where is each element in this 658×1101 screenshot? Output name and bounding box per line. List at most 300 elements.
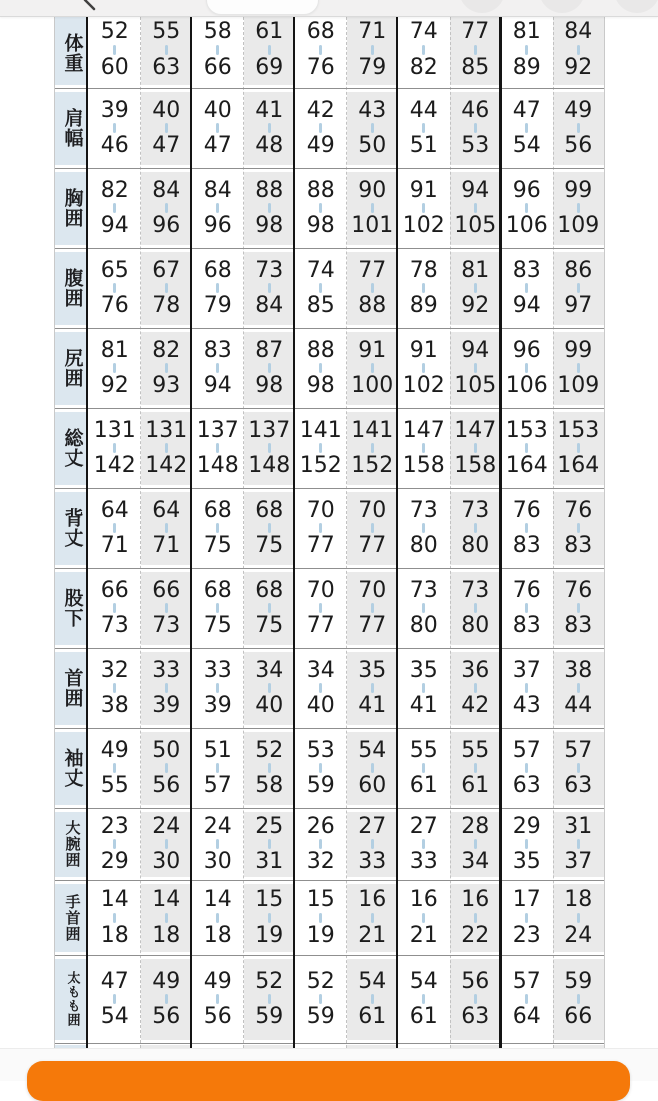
range-max: 98: [255, 373, 284, 398]
range-separator-icon: [165, 913, 168, 923]
range-max: 64: [512, 1004, 541, 1029]
range-max: 96: [152, 213, 181, 238]
range-value: [564, 888, 592, 946]
range-value: [513, 815, 541, 873]
range-value: [101, 20, 129, 78]
range-max: 71: [152, 533, 181, 558]
range-cell: [450, 568, 502, 648]
range-min: 44: [409, 97, 438, 123]
range-max: 76: [306, 54, 335, 80]
range-min: 27: [409, 813, 438, 839]
range-cell: [89, 648, 141, 728]
range-value: [307, 888, 335, 946]
range-value: [152, 99, 180, 157]
range-cell: [244, 17, 296, 88]
range-max: 89: [512, 54, 541, 80]
range-max: 56: [152, 773, 181, 798]
range-min: 96: [512, 177, 541, 203]
column-dashed-divider: [450, 17, 451, 1048]
range-value: [307, 739, 335, 797]
range-cell: [501, 88, 553, 168]
range-separator-icon: [371, 839, 374, 849]
range-min: 81: [100, 337, 129, 363]
row-header-cell: [55, 168, 89, 248]
range-value: [307, 499, 335, 557]
range-separator-icon: [525, 363, 528, 373]
range-value: [461, 659, 489, 717]
range-separator-icon: [525, 839, 528, 849]
range-separator-icon: [268, 203, 271, 213]
row-label: 手首囲: [63, 893, 82, 942]
range-value: [204, 99, 232, 157]
column-divider: [190, 17, 193, 1048]
range-separator-icon: [113, 123, 116, 133]
range-min: 88: [255, 177, 284, 203]
range-cell: [295, 328, 347, 408]
range-min: 73: [255, 257, 284, 283]
range-min: 33: [152, 657, 181, 683]
row-label: 胸囲: [61, 188, 84, 228]
range-value: [564, 20, 592, 78]
range-min: 73: [409, 577, 438, 603]
range-cell: [450, 880, 502, 955]
range-min: 61: [255, 19, 284, 45]
range-max: 92: [100, 373, 129, 398]
range-cell: [244, 648, 296, 728]
range-value: [358, 99, 386, 157]
range-cell: [141, 568, 193, 648]
row-divider: [55, 728, 604, 729]
range-min: 91: [409, 177, 438, 203]
size-table-body: [55, 17, 604, 1048]
range-max: 23: [512, 922, 541, 948]
range-max: 77: [358, 533, 387, 558]
range-value: [152, 888, 180, 946]
range-min: 87: [255, 337, 284, 363]
range-min: 37: [512, 657, 541, 683]
row-divider: [55, 808, 604, 809]
range-max: 60: [100, 54, 129, 80]
range-value: [101, 659, 129, 717]
range-cell: [347, 248, 399, 328]
range-separator-icon: [371, 913, 374, 923]
range-min: 50: [152, 737, 181, 763]
range-max: 106: [505, 373, 548, 398]
range-separator-icon: [577, 523, 580, 533]
range-min: 40: [152, 97, 181, 123]
range-separator-icon: [216, 523, 219, 533]
range-min: 68: [203, 257, 232, 283]
range-value: [461, 579, 489, 637]
range-cell: [398, 88, 450, 168]
range-min: 91: [358, 337, 387, 363]
range-value: [403, 179, 445, 237]
row-divider: [55, 955, 604, 956]
range-value: [307, 20, 335, 78]
range-min: 14: [152, 887, 181, 913]
range-min: 68: [255, 577, 284, 603]
range-separator-icon: [268, 913, 271, 923]
row-header-cell: [55, 955, 89, 1043]
range-min: 78: [409, 257, 438, 283]
range-min: 73: [409, 497, 438, 523]
range-cell: [192, 880, 244, 955]
range-cell: [192, 955, 244, 1043]
range-max: 61: [409, 773, 438, 798]
search-button[interactable]: [459, 0, 505, 13]
range-value: [358, 815, 386, 873]
range-separator-icon: [371, 994, 374, 1004]
range-min: 55: [461, 737, 490, 763]
range-max: 79: [203, 293, 232, 318]
tab-pill[interactable]: [206, 0, 319, 15]
range-separator-icon: [165, 123, 168, 133]
range-max: 43: [512, 693, 541, 718]
range-max: 102: [402, 373, 445, 398]
range-value: [564, 259, 592, 317]
range-cell: [192, 248, 244, 328]
range-separator-icon: [474, 839, 477, 849]
range-value: [513, 888, 541, 946]
range-max: 78: [152, 293, 181, 318]
range-value: [204, 888, 232, 946]
range-value: [513, 739, 541, 797]
range-separator-icon: [371, 603, 374, 613]
range-cell: [244, 488, 296, 568]
row-label: 太もも囲: [64, 971, 80, 1027]
range-max: 77: [358, 613, 387, 638]
range-cell: [553, 328, 605, 408]
range-value: [204, 20, 232, 78]
range-separator-icon: [577, 363, 580, 373]
range-cell: [89, 808, 141, 880]
range-max: 57: [203, 773, 232, 798]
range-separator-icon: [113, 913, 116, 923]
range-cell: [244, 955, 296, 1043]
range-value: [351, 419, 393, 477]
range-max: 77: [306, 533, 335, 558]
range-value: [461, 888, 489, 946]
range-separator-icon: [474, 203, 477, 213]
range-cell: [398, 880, 450, 955]
row-header-cell: [55, 408, 89, 488]
range-separator-icon: [113, 203, 116, 213]
range-value: [454, 179, 496, 237]
range-separator-icon: [268, 839, 271, 849]
range-min: 82: [152, 337, 181, 363]
range-cell: [192, 328, 244, 408]
range-max: 75: [255, 613, 284, 638]
range-value: [101, 99, 129, 157]
range-min: 83: [512, 257, 541, 283]
range-value: [410, 888, 438, 946]
range-separator-icon: [474, 443, 477, 453]
range-max: 61: [461, 773, 490, 798]
range-cell: [553, 168, 605, 248]
range-value: [152, 179, 180, 237]
range-value: [152, 659, 180, 717]
range-min: 16: [409, 887, 438, 913]
range-cell: [347, 568, 399, 648]
cta-button[interactable]: [27, 1061, 630, 1101]
range-value: [410, 499, 438, 557]
range-cell: [141, 168, 193, 248]
range-max: 56: [564, 133, 593, 158]
range-separator-icon: [577, 45, 580, 55]
row-divider: [55, 248, 604, 249]
range-cell: [89, 728, 141, 808]
range-max: 61: [409, 1004, 438, 1029]
row-label: 股下: [61, 588, 84, 628]
range-value: [94, 419, 136, 477]
range-value: [255, 970, 283, 1028]
range-separator-icon: [525, 603, 528, 613]
range-separator-icon: [422, 523, 425, 533]
range-separator-icon: [113, 763, 116, 773]
range-min: 57: [512, 968, 541, 994]
range-cell: [398, 168, 450, 248]
range-value: [255, 20, 283, 78]
range-max: 105: [454, 213, 497, 238]
range-value: [358, 970, 386, 1028]
range-separator-icon: [525, 203, 528, 213]
column-divider: [293, 17, 296, 1048]
range-value: [461, 99, 489, 157]
range-separator-icon: [525, 443, 528, 453]
range-min: 131: [145, 417, 188, 443]
range-value: [564, 499, 592, 557]
range-value: [101, 179, 129, 237]
range-value: [101, 339, 129, 397]
range-min: 24: [152, 813, 181, 839]
range-value: [204, 339, 232, 397]
range-separator-icon: [165, 839, 168, 849]
range-value: [152, 579, 180, 637]
range-max: 73: [100, 613, 129, 638]
range-separator-icon: [319, 45, 322, 55]
table-row: [55, 955, 604, 1043]
range-separator-icon: [525, 283, 528, 293]
table-row: [55, 880, 604, 955]
range-max: 54: [100, 1004, 129, 1029]
range-min: 71: [358, 19, 387, 45]
more-button[interactable]: [539, 0, 585, 13]
range-cell: [398, 955, 450, 1043]
range-max: 98: [306, 373, 335, 398]
range-value: [152, 815, 180, 873]
range-min: 94: [461, 177, 490, 203]
range-cell: [347, 408, 399, 488]
range-min: 67: [152, 257, 181, 283]
range-cell: [295, 880, 347, 955]
range-max: 85: [306, 293, 335, 318]
range-separator-icon: [268, 683, 271, 693]
range-separator-icon: [577, 283, 580, 293]
range-separator-icon: [371, 45, 374, 55]
range-value: [461, 970, 489, 1028]
range-cell: [141, 488, 193, 568]
back-button[interactable]: [78, 0, 104, 13]
range-max: 41: [409, 693, 438, 718]
range-min: 68: [255, 497, 284, 523]
range-max: 56: [203, 1004, 232, 1029]
range-max: 96: [203, 213, 232, 238]
windows-button[interactable]: [614, 0, 658, 13]
range-value: [410, 99, 438, 157]
size-chart-table: [54, 17, 605, 1049]
range-min: 76: [512, 577, 541, 603]
range-value: [513, 970, 541, 1028]
range-value: [564, 815, 592, 873]
range-separator-icon: [113, 45, 116, 55]
range-value: [410, 659, 438, 717]
range-min: 82: [100, 177, 129, 203]
range-value: [145, 419, 187, 477]
range-cell: [450, 248, 502, 328]
range-min: 66: [100, 577, 129, 603]
range-max: 38: [100, 693, 129, 718]
range-value: [461, 20, 489, 78]
range-max: 63: [564, 773, 593, 798]
range-max: 66: [203, 54, 232, 80]
range-separator-icon: [577, 443, 580, 453]
range-max: 42: [461, 693, 490, 718]
range-value: [461, 739, 489, 797]
range-separator-icon: [577, 839, 580, 849]
range-min: 46: [461, 97, 490, 123]
range-value: [255, 339, 283, 397]
range-value: [358, 739, 386, 797]
range-min: 77: [358, 257, 387, 283]
range-cell: [398, 328, 450, 408]
range-value: [197, 419, 239, 477]
range-separator-icon: [268, 994, 271, 1004]
column-dashed-divider: [553, 17, 554, 1048]
range-min: 73: [461, 497, 490, 523]
range-min: 90: [358, 177, 387, 203]
range-min: 34: [306, 657, 335, 683]
range-cell: [295, 488, 347, 568]
range-max: 148: [196, 453, 239, 478]
range-separator-icon: [268, 283, 271, 293]
range-separator-icon: [525, 683, 528, 693]
range-cell: [89, 955, 141, 1043]
range-cell: [295, 88, 347, 168]
range-cell: [141, 88, 193, 168]
range-min: 55: [152, 19, 181, 45]
range-min: 40: [203, 97, 232, 123]
range-max: 80: [461, 613, 490, 638]
range-separator-icon: [525, 913, 528, 923]
range-max: 83: [564, 533, 593, 558]
range-separator-icon: [165, 683, 168, 693]
range-cell: [192, 728, 244, 808]
range-max: 75: [203, 533, 232, 558]
range-separator-icon: [216, 913, 219, 923]
range-cell: [398, 408, 450, 488]
range-max: 29: [100, 849, 129, 874]
range-min: 59: [564, 968, 593, 994]
range-cell: [553, 955, 605, 1043]
range-cell: [295, 408, 347, 488]
range-cell: [141, 808, 193, 880]
range-separator-icon: [577, 913, 580, 923]
column-dashed-divider: [140, 17, 141, 1048]
range-separator-icon: [577, 994, 580, 1004]
range-cell: [244, 728, 296, 808]
range-max: 60: [358, 773, 387, 798]
range-max: 22: [461, 922, 490, 948]
range-value: [307, 339, 335, 397]
range-separator-icon: [165, 603, 168, 613]
range-value: [564, 739, 592, 797]
range-max: 106: [505, 213, 548, 238]
range-value: [358, 888, 386, 946]
range-cell: [347, 808, 399, 880]
range-cell: [553, 728, 605, 808]
range-min: 94: [461, 337, 490, 363]
range-cell: [244, 880, 296, 955]
range-separator-icon: [165, 763, 168, 773]
range-cell: [450, 728, 502, 808]
range-separator-icon: [165, 523, 168, 533]
range-value: [351, 339, 393, 397]
column-divider: [396, 17, 399, 1048]
range-max: 47: [152, 133, 181, 158]
range-value: [204, 970, 232, 1028]
range-separator-icon: [422, 683, 425, 693]
range-min: 34: [255, 657, 284, 683]
range-separator-icon: [319, 443, 322, 453]
row-header-cell: [55, 17, 89, 88]
range-separator-icon: [113, 603, 116, 613]
range-max: 158: [454, 453, 497, 478]
range-value: [300, 419, 342, 477]
range-value: [454, 419, 496, 477]
range-separator-icon: [268, 763, 271, 773]
range-min: 52: [100, 19, 129, 45]
range-cell: [347, 955, 399, 1043]
range-separator-icon: [422, 994, 425, 1004]
range-cell: [89, 328, 141, 408]
range-cell: [450, 955, 502, 1043]
range-separator-icon: [474, 763, 477, 773]
range-value: [307, 99, 335, 157]
range-min: 99: [564, 337, 593, 363]
range-min: 91: [409, 337, 438, 363]
range-min: 38: [564, 657, 593, 683]
range-value: [513, 259, 541, 317]
range-cell: [192, 88, 244, 168]
range-separator-icon: [422, 763, 425, 773]
range-max: 44: [564, 693, 593, 718]
range-min: 54: [358, 968, 387, 994]
range-max: 30: [203, 849, 232, 874]
range-separator-icon: [371, 523, 374, 533]
range-separator-icon: [216, 994, 219, 1004]
range-cell: [553, 248, 605, 328]
range-min: 84: [152, 177, 181, 203]
range-separator-icon: [113, 283, 116, 293]
range-cell: [501, 808, 553, 880]
range-cell: [89, 168, 141, 248]
range-max: 46: [100, 133, 129, 158]
range-separator-icon: [474, 363, 477, 373]
range-value: [204, 659, 232, 717]
range-cell: [89, 488, 141, 568]
range-separator-icon: [268, 523, 271, 533]
table-row: [55, 248, 604, 328]
